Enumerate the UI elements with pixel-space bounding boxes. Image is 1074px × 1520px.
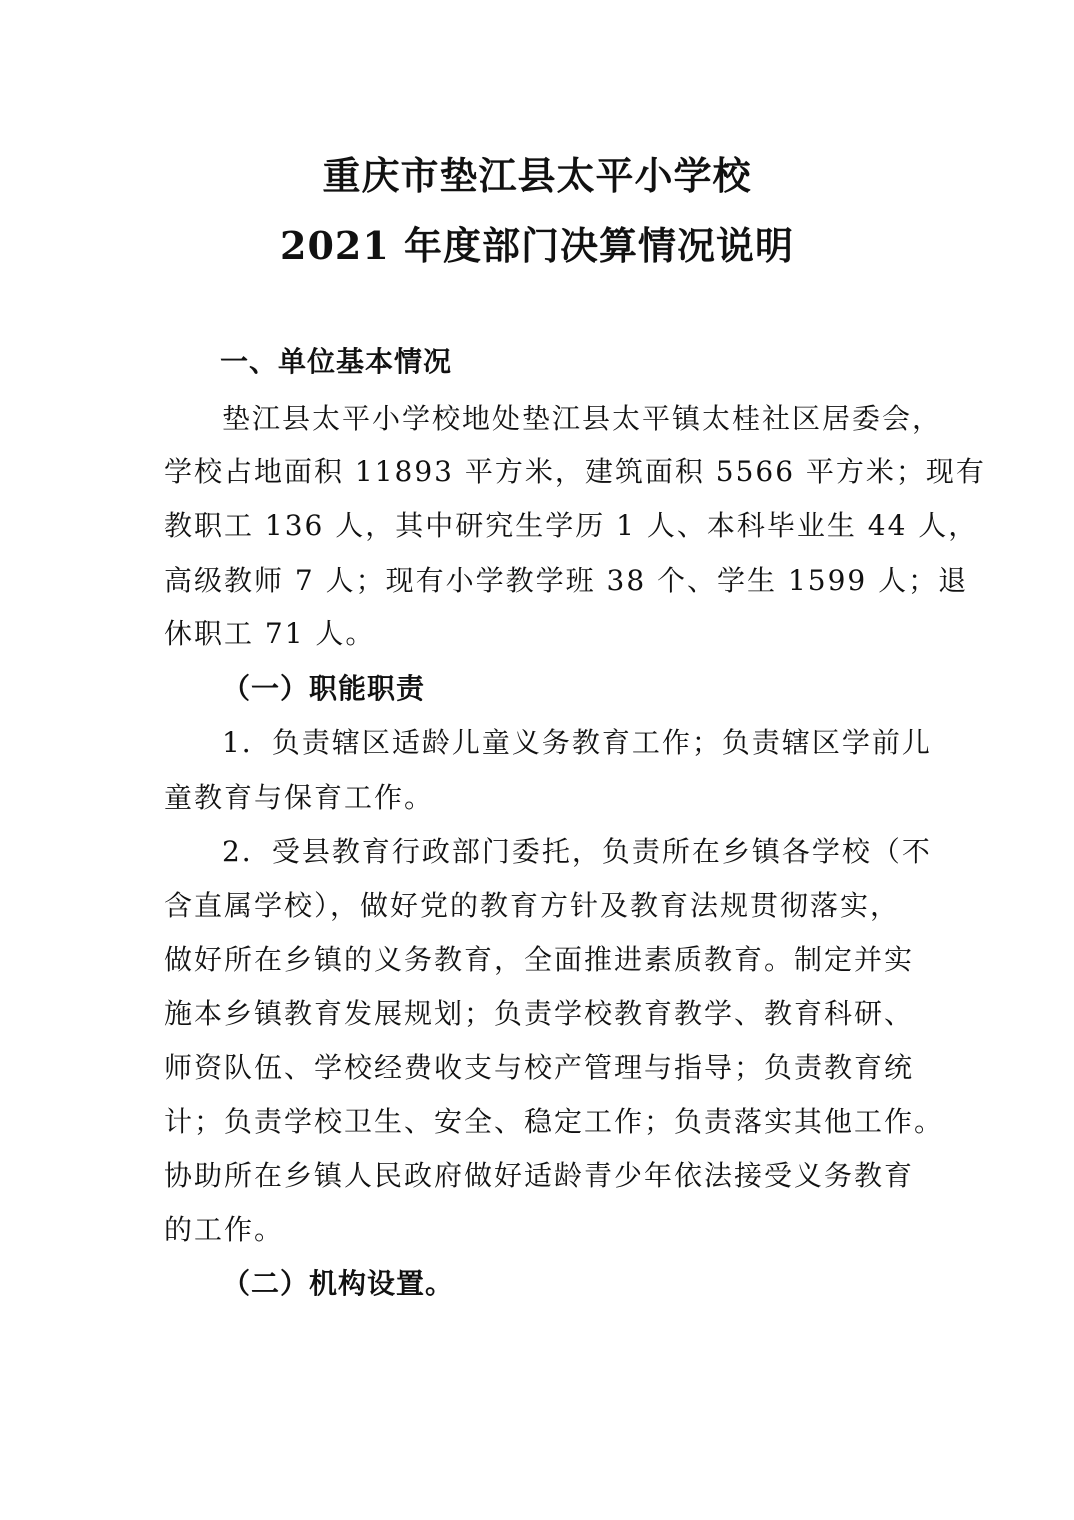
paragraph-line: 协助所在乡镇人民政府做好适龄青少年依法接受义务教育 bbox=[164, 1159, 915, 1192]
paragraph-line: 学校占地面积 11893 平方米，建筑面积 5566 平方米；现有 bbox=[164, 455, 986, 488]
paragraph-line: 垫江县太平小学校地处垫江县太平镇太桂社区居委会， bbox=[222, 402, 943, 435]
paragraph-line: 计；负责学校卫生、安全、稳定工作；负责落实其他工作。 bbox=[164, 1105, 945, 1138]
paragraph-line: 1．负责辖区适龄儿童义务教育工作；负责辖区学前儿 bbox=[222, 726, 932, 759]
paragraph-line: 教职工 136 人，其中研究生学历 1 人、本科毕业生 44 人， bbox=[164, 509, 979, 542]
paragraph-line: 童教育与保育工作。 bbox=[164, 781, 435, 814]
document-title-line-2: 2021 年度部门决算情况说明 bbox=[280, 223, 794, 268]
paragraph-line: 师资队伍、学校经费收支与校产管理与指导；负责教育统 bbox=[164, 1051, 915, 1084]
paragraph-line: 休职工 71 人。 bbox=[164, 617, 376, 650]
paragraph-line: 施本乡镇教育发展规划；负责学校教育教学、教育科研、 bbox=[164, 997, 915, 1030]
document-title-line-1: 重庆市垫江县太平小学校 bbox=[322, 153, 752, 198]
paragraph-line: 做好所在乡镇的义务教育，全面推进素质教育。制定并实 bbox=[164, 943, 915, 976]
paragraph-line: 高级教师 7 人；现有小学教学班 38 个、学生 1599 人；退 bbox=[164, 564, 969, 597]
paragraph-line: 的工作。 bbox=[164, 1213, 285, 1246]
section-heading-basic-info: 一、单位基本情况 bbox=[220, 345, 453, 378]
subsection-heading-duties: （一）职能职责 bbox=[222, 672, 426, 705]
subsection-heading-organization: （二）机构设置。 bbox=[222, 1267, 455, 1300]
paragraph-line: 2．受县教育行政部门委托，负责所在乡镇各学校（不 bbox=[222, 835, 932, 868]
paragraph-line: 含直属学校），做好党的教育方针及教育法规贯彻落实， bbox=[164, 889, 901, 922]
